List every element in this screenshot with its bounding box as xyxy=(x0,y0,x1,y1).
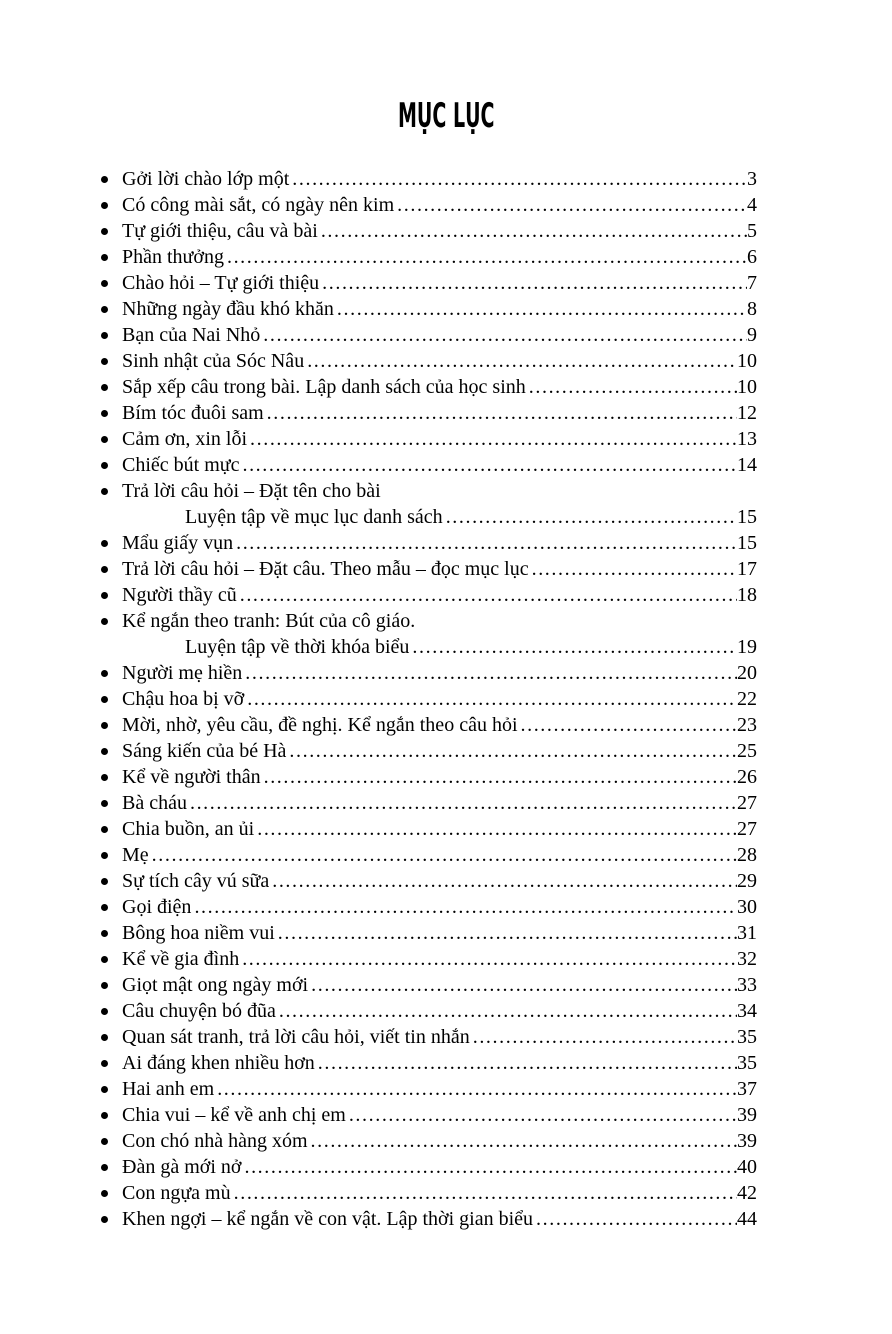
toc-entry-title: Quan sát tranh, trả lời câu hỏi, viết tin nhắn xyxy=(122,1026,470,1048)
bullet-icon xyxy=(101,1008,108,1015)
bullet-icon xyxy=(101,462,108,469)
toc-entry-title: Có công mài sắt, có ngày nên kim xyxy=(122,194,395,216)
toc-entry-title: Trả lời câu hỏi – Đặt tên cho bài xyxy=(122,480,381,502)
bullet-icon xyxy=(101,852,108,859)
toc-page-number: 29 xyxy=(737,870,757,892)
toc-entry-title: Bông hoa niềm vui xyxy=(122,922,275,944)
bullet-icon xyxy=(101,670,108,677)
dot-leader xyxy=(227,244,747,270)
toc-entry-title: Trả lời câu hỏi – Đặt câu. Theo mẫu – đọc mục lục xyxy=(122,558,529,580)
toc-entry-line xyxy=(122,1102,757,1128)
toc-page-number: 5 xyxy=(747,220,757,242)
toc-page-number: 9 xyxy=(747,324,757,346)
toc-page-number: 4 xyxy=(747,194,757,216)
toc-entry-title: Người thầy cũ xyxy=(122,584,237,606)
toc-page-number: 23 xyxy=(737,714,757,736)
toc-entry-line xyxy=(122,400,757,426)
toc-entry-line xyxy=(122,686,757,712)
toc-list xyxy=(98,166,757,1232)
toc-entry-line xyxy=(122,712,757,738)
dot-leader xyxy=(532,556,737,582)
page-title xyxy=(0,96,892,136)
toc-entry-title: Ai đáng khen nhiều hơn xyxy=(122,1052,315,1074)
toc-entry-title: Sinh nhật của Sóc Nâu xyxy=(122,350,305,372)
toc-entry xyxy=(98,192,757,218)
toc-entry xyxy=(98,452,757,478)
bullet-icon xyxy=(101,358,108,365)
toc-entry xyxy=(98,738,757,764)
toc-entry-line xyxy=(122,920,757,946)
toc-entry-title: Con chó nhà hàng xóm xyxy=(122,1130,308,1152)
toc-entry xyxy=(98,894,757,920)
bullet-icon xyxy=(101,280,108,287)
toc-entry-title: Sáng kiến của bé Hà xyxy=(122,740,287,762)
dot-leader xyxy=(521,712,738,738)
toc-entry xyxy=(98,998,757,1024)
bullet-icon xyxy=(101,488,108,495)
dot-leader xyxy=(349,1102,737,1128)
bullet-icon xyxy=(101,878,108,885)
toc-entry-line xyxy=(122,660,757,686)
dot-leader xyxy=(322,270,747,296)
toc-entry-title: Bím tóc đuôi sam xyxy=(122,402,264,424)
toc-page-number: 30 xyxy=(737,896,757,918)
bullet-icon xyxy=(101,982,108,989)
bullet-icon xyxy=(101,1086,108,1093)
dot-leader xyxy=(321,218,747,244)
toc-entry-line xyxy=(122,192,757,218)
toc-entry-title: Câu chuyện bó đũa xyxy=(122,1000,276,1022)
dot-leader xyxy=(234,1180,737,1206)
toc-entry-title: Những ngày đầu khó khăn xyxy=(122,298,334,320)
dot-leader xyxy=(152,842,737,868)
toc-entry-line xyxy=(122,556,757,582)
bullet-icon xyxy=(101,176,108,183)
bullet-icon xyxy=(101,254,108,261)
toc-entry-title: Chia vui – kể về anh chị em xyxy=(122,1104,346,1126)
bullet-icon xyxy=(101,592,108,599)
dot-leader xyxy=(257,816,737,842)
toc-entry-title: Phần thưởng xyxy=(122,246,224,268)
toc-entry xyxy=(98,348,757,374)
toc-entry-line xyxy=(122,452,757,478)
toc-entry xyxy=(98,920,757,946)
toc-entry-line xyxy=(122,790,757,816)
bullet-icon xyxy=(101,540,108,547)
bullet-icon xyxy=(101,774,108,781)
toc-entry-title: Sắp xếp câu trong bài. Lập danh sách của học sinh xyxy=(122,376,526,398)
dot-leader xyxy=(529,374,737,400)
toc-entry-line xyxy=(122,244,757,270)
bullet-icon xyxy=(101,436,108,443)
toc-page-number: 10 xyxy=(737,376,757,398)
dot-leader xyxy=(236,530,737,556)
dot-leader xyxy=(289,738,737,764)
bullet-icon xyxy=(101,722,108,729)
toc-page-number: 39 xyxy=(737,1104,757,1126)
toc-entry xyxy=(98,946,757,972)
toc-entry-line xyxy=(122,218,757,244)
toc-entry-title: Kể về người thân xyxy=(122,766,261,788)
toc-entry-line xyxy=(122,322,757,348)
toc-entry xyxy=(98,1024,757,1050)
toc-entry-line xyxy=(122,296,757,322)
dot-leader xyxy=(244,1154,737,1180)
toc-page-number: 8 xyxy=(747,298,757,320)
toc-page-number: 42 xyxy=(737,1182,757,1204)
toc-entry-title: Khen ngợi – kể ngắn về con vật. Lập thời gian biểu xyxy=(122,1208,534,1230)
toc-entry xyxy=(98,764,757,790)
toc-entry-line xyxy=(122,582,757,608)
toc-entry xyxy=(98,556,757,582)
toc-entry-line xyxy=(122,166,757,192)
toc-page-number: 17 xyxy=(737,558,757,580)
toc-page-number: 40 xyxy=(737,1156,757,1178)
toc-entry xyxy=(98,660,757,686)
toc-entry-title: Chia buồn, an ủi xyxy=(122,818,255,840)
toc-entry xyxy=(98,374,757,400)
toc-page-number: 27 xyxy=(737,792,757,814)
toc-entry-line xyxy=(122,816,757,842)
toc-entry xyxy=(98,478,757,530)
dot-leader xyxy=(217,1076,737,1102)
toc-entry-line xyxy=(122,738,757,764)
toc-entry-line xyxy=(122,270,757,296)
dot-leader xyxy=(473,1024,737,1050)
bullet-icon xyxy=(101,228,108,235)
toc-entry xyxy=(98,842,757,868)
dot-leader xyxy=(190,790,737,816)
toc-entry-title: Người mẹ hiền xyxy=(122,662,243,684)
toc-entry xyxy=(98,608,757,660)
toc-page-number: 26 xyxy=(737,766,757,788)
toc-entry-title: Mẩu giấy vụn xyxy=(122,532,234,554)
toc-entry xyxy=(98,1102,757,1128)
toc-entry-line xyxy=(122,1050,757,1076)
bullet-icon xyxy=(101,384,108,391)
toc-entry xyxy=(98,686,757,712)
toc-entry-title: Chào hỏi – Tự giới thiệu xyxy=(122,272,320,294)
toc-entry xyxy=(98,712,757,738)
page-title-text: MỤC LỤC xyxy=(397,96,495,136)
toc-entry xyxy=(98,1180,757,1206)
toc-entry xyxy=(98,166,757,192)
toc-entry-title: Cảm ơn, xin lỗi xyxy=(122,428,248,450)
toc-entry xyxy=(98,530,757,556)
toc-entry xyxy=(98,218,757,244)
bullet-icon xyxy=(101,1034,108,1041)
dot-leader xyxy=(311,972,737,998)
bullet-icon xyxy=(101,306,108,313)
toc-entry xyxy=(98,790,757,816)
toc-entry-title: Đàn gà mới nở xyxy=(122,1156,242,1178)
toc-entry-line xyxy=(122,1076,757,1102)
toc-entry xyxy=(98,1050,757,1076)
toc-page-number: 15 xyxy=(737,532,757,554)
toc-entry-line xyxy=(122,1206,757,1232)
toc-entry-line xyxy=(122,1024,757,1050)
dot-leader xyxy=(242,946,737,972)
toc-page-number: 22 xyxy=(737,688,757,710)
toc-entry xyxy=(98,426,757,452)
toc-entry-line xyxy=(122,478,757,504)
toc-page-number: 19 xyxy=(737,636,757,658)
toc-entry-title: Kể về gia đình xyxy=(122,948,240,970)
dot-leader xyxy=(311,1128,737,1154)
dot-leader xyxy=(318,1050,737,1076)
toc-entry-subtitle: Luyện tập về thời khóa biểu xyxy=(185,636,410,658)
dot-leader xyxy=(263,322,747,348)
toc-page-number: 25 xyxy=(737,740,757,762)
toc-page-number: 18 xyxy=(737,584,757,606)
toc-entry-line xyxy=(122,348,757,374)
toc-entry-line xyxy=(122,1128,757,1154)
toc-entry-title: Chiếc bút mực xyxy=(122,454,240,476)
toc-entry-line xyxy=(122,1180,757,1206)
toc-entry-title: Hai anh em xyxy=(122,1078,215,1100)
toc-entry-line xyxy=(122,374,757,400)
toc-entry-line xyxy=(122,530,757,556)
bullet-icon xyxy=(101,696,108,703)
bullet-icon xyxy=(101,1060,108,1067)
toc-page-number: 10 xyxy=(737,350,757,372)
bullet-icon xyxy=(101,1138,108,1145)
dot-leader xyxy=(337,296,747,322)
toc-entry-title: Tự giới thiệu, câu và bài xyxy=(122,220,318,242)
dot-leader xyxy=(536,1206,737,1232)
dot-leader xyxy=(292,166,747,192)
toc-page-number: 12 xyxy=(737,402,757,424)
toc-entry-line xyxy=(122,608,757,634)
toc-entry-line xyxy=(122,868,757,894)
toc-entry-line xyxy=(122,972,757,998)
bullet-icon xyxy=(101,748,108,755)
dot-leader xyxy=(247,686,737,712)
toc-entry-title: Sự tích cây vú sữa xyxy=(122,870,270,892)
toc-entry-continuation-line xyxy=(122,634,757,660)
dot-leader xyxy=(242,452,737,478)
bullet-icon xyxy=(101,1164,108,1171)
toc-entry-title: Mời, nhờ, yêu cầu, đề nghị. Kể ngắn theo câu hỏi xyxy=(122,714,518,736)
dot-leader xyxy=(397,192,747,218)
toc-entry xyxy=(98,868,757,894)
bullet-icon xyxy=(101,800,108,807)
toc-page-number: 6 xyxy=(747,246,757,268)
bullet-icon xyxy=(101,618,108,625)
toc-entry-line xyxy=(122,946,757,972)
toc-entry-title: Chậu hoa bị vỡ xyxy=(122,688,245,710)
dot-leader xyxy=(279,998,737,1024)
dot-leader xyxy=(272,868,737,894)
dot-leader xyxy=(245,660,737,686)
toc-page-number: 37 xyxy=(737,1078,757,1100)
toc-entry-title: Mẹ xyxy=(122,844,149,866)
bullet-icon xyxy=(101,1112,108,1119)
toc-page-number: 3 xyxy=(747,168,757,190)
bullet-icon xyxy=(101,332,108,339)
toc-entry-line xyxy=(122,426,757,452)
toc-page-number: 14 xyxy=(737,454,757,476)
bullet-icon xyxy=(101,904,108,911)
bullet-icon xyxy=(101,1216,108,1223)
toc-page-number: 15 xyxy=(737,506,757,528)
toc-page-number: 27 xyxy=(737,818,757,840)
toc-page-number: 7 xyxy=(747,272,757,294)
toc-entry xyxy=(98,270,757,296)
toc-entry xyxy=(98,1154,757,1180)
dot-leader xyxy=(412,634,737,660)
toc-entry-line xyxy=(122,764,757,790)
toc-entry xyxy=(98,244,757,270)
bullet-icon xyxy=(101,410,108,417)
bullet-icon xyxy=(101,1190,108,1197)
toc-entry-title: Gởi lời chào lớp một xyxy=(122,168,290,190)
bullet-icon xyxy=(101,826,108,833)
toc-entry-title: Giọt mật ong ngày mới xyxy=(122,974,309,996)
toc-entry-title: Gọi điện xyxy=(122,896,192,918)
toc-entry xyxy=(98,400,757,426)
bullet-icon xyxy=(101,956,108,963)
toc-entry-title: Bạn của Nai Nhỏ xyxy=(122,324,261,346)
dot-leader xyxy=(240,582,737,608)
toc-page-number: 44 xyxy=(737,1208,757,1230)
toc-entry-continuation-line xyxy=(122,504,757,530)
toc-entry-line xyxy=(122,894,757,920)
toc-entry xyxy=(98,1076,757,1102)
toc-entry-title: Bà cháu xyxy=(122,792,187,814)
toc-page-number: 28 xyxy=(737,844,757,866)
bullet-icon xyxy=(101,202,108,209)
bullet-icon xyxy=(101,930,108,937)
toc-page-number: 35 xyxy=(737,1026,757,1048)
dot-leader xyxy=(307,348,737,374)
toc-entry xyxy=(98,1206,757,1232)
toc-entry-line xyxy=(122,842,757,868)
dot-leader xyxy=(446,504,737,530)
toc-page-number: 35 xyxy=(737,1052,757,1074)
toc-entry-subtitle: Luyện tập về mục lục danh sách xyxy=(185,506,443,528)
toc-entry xyxy=(98,972,757,998)
toc-entry-title: Con ngựa mù xyxy=(122,1182,231,1204)
toc-entry xyxy=(98,322,757,348)
toc-page-number: 20 xyxy=(737,662,757,684)
toc-entry-line xyxy=(122,1154,757,1180)
toc-entry xyxy=(98,296,757,322)
dot-leader xyxy=(250,426,737,452)
toc-page-number: 32 xyxy=(737,948,757,970)
dot-leader xyxy=(194,894,737,920)
bullet-icon xyxy=(101,566,108,573)
dot-leader xyxy=(278,920,737,946)
toc-page-number: 34 xyxy=(737,1000,757,1022)
toc-page-number: 39 xyxy=(737,1130,757,1152)
dot-leader xyxy=(264,764,737,790)
dot-leader xyxy=(267,400,737,426)
toc-page-number: 33 xyxy=(737,974,757,996)
toc-page-number: 31 xyxy=(737,922,757,944)
toc-page-number: 13 xyxy=(737,428,757,450)
toc-entry xyxy=(98,582,757,608)
toc-entry xyxy=(98,1128,757,1154)
toc-entry xyxy=(98,816,757,842)
toc-entry-line xyxy=(122,998,757,1024)
toc-entry-title: Kể ngắn theo tranh: Bút của cô giáo. xyxy=(122,610,416,632)
